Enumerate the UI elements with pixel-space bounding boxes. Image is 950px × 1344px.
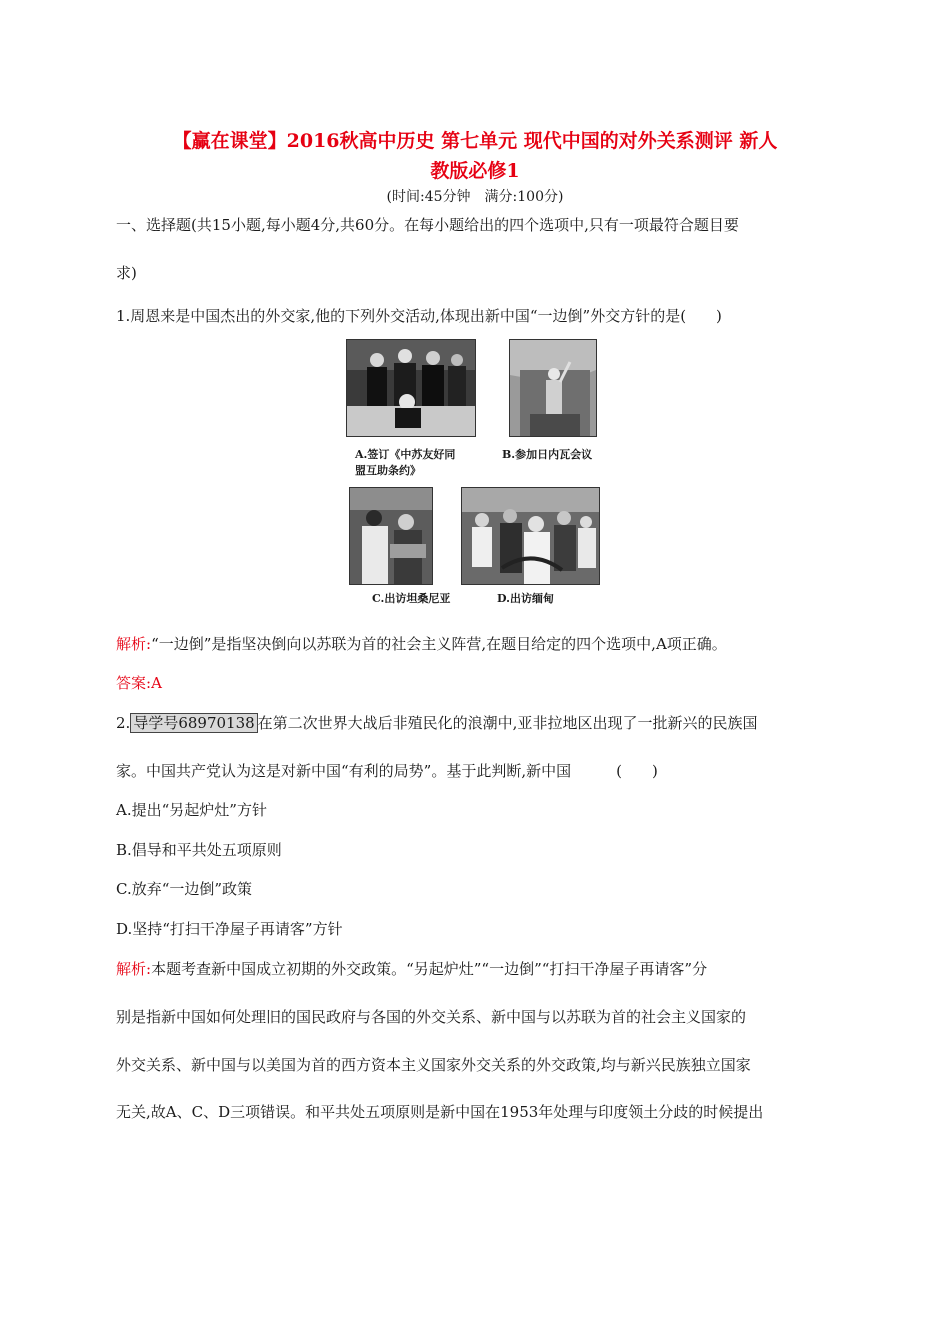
photo-c-illustration [350, 488, 432, 584]
photo-b-illustration [510, 340, 596, 436]
caption-a [355, 447, 455, 479]
title-line-2: 教版必修1 [430, 160, 520, 182]
q2-option-c: C.放弃“一边倒”政策 [116, 880, 253, 898]
q2-analysis-label: 解析: [116, 960, 152, 978]
caption-b: B.参加日内瓦会议 [502, 448, 593, 461]
q2-stem-line-2: 家。中国共产党认为这是对新中国“有利的局势”。基于此判断,新中国 ( ) [116, 762, 658, 780]
q2-analysis-line-3: 外交关系、新中国与以美国为首的西方资本主义国家外交关系的外交政策,均与新兴民族独立国家 [116, 1056, 751, 1074]
title-line-1: 【赢在课堂】2016秋高中历史 第七单元 现代中国的对外关系测评 新人 [172, 130, 778, 152]
q1-answer [116, 672, 162, 693]
q2-guide-number-tag[interactable]: 导学号68970138 [130, 713, 257, 733]
q2-option-a: A.提出“另起炉灶”方针 [116, 801, 267, 819]
q2-option-b: B.倡导和平共处五项原则 [116, 841, 282, 859]
q2-stem-line-1 [116, 712, 757, 733]
section-heading-line-2: 求) [116, 264, 137, 282]
q1-analysis-label: 解析: [116, 635, 152, 653]
section-heading-line-1: 一、选择题(共15小题,每小题4分,共60分。在每小题给出的四个选项中,只有一项最符合题目要 [116, 216, 739, 234]
q2-analysis-line-2: 别是指新中国如何处理旧的国民政府与各国的外交关系、新中国与以苏联为首的社会主义国家的 [116, 1008, 747, 1026]
time-score-note: (时间:45分钟 满分:100分) [386, 189, 564, 205]
caption-a-line-2: 盟互助条约》 [355, 464, 421, 477]
caption-a-line-1: A.签订《中苏友好同 [355, 448, 456, 461]
q2-number: 2. [116, 714, 131, 732]
q1-stem: 1.周恩来是中国杰出的外交家,他的下列外交活动,体现出新中国“一边倒”外交方针的是( ) [116, 307, 722, 325]
photo-d-illustration [462, 488, 599, 584]
q2-analysis-line-4: 无关,故A、C、D三项错误。和平共处五项原则是新中国在1953年处理与印度领土分歧的时候提出 [116, 1103, 764, 1121]
caption-d: D.出访缅甸 [497, 592, 554, 605]
photo-b-geneva-conference [509, 339, 597, 437]
photo-c-tanzania-visit [349, 487, 433, 585]
q2-stem-text-1: 在第二次世界大战后非殖民化的浪潮中,亚非拉地区出现了一批新兴的民族国 [257, 714, 758, 732]
photo-a-illustration [347, 340, 475, 436]
caption-c: C.出访坦桑尼亚 [372, 592, 451, 605]
photo-d-burma-visit [461, 487, 600, 585]
q1-analysis [116, 633, 727, 654]
q2-option-d: D.坚持“打扫干净屋子再请客”方针 [116, 920, 343, 938]
q1-answer-label: 答案: [116, 674, 152, 692]
photo-a-treaty-signing [346, 339, 476, 437]
q1-analysis-text: “一边倒”是指坚决倒向以苏联为首的社会主义阵营,在题目给定的四个选项中,A项正确。 [151, 635, 727, 653]
q2-analysis-text-1: 本题考查新中国成立初期的外交政策。“另起炉灶”“一边倒”“打扫干净屋子再请客”分 [151, 960, 708, 978]
q1-answer-text: A [151, 674, 162, 692]
q2-analysis-line-1 [116, 958, 707, 979]
document-title [100, 126, 850, 186]
